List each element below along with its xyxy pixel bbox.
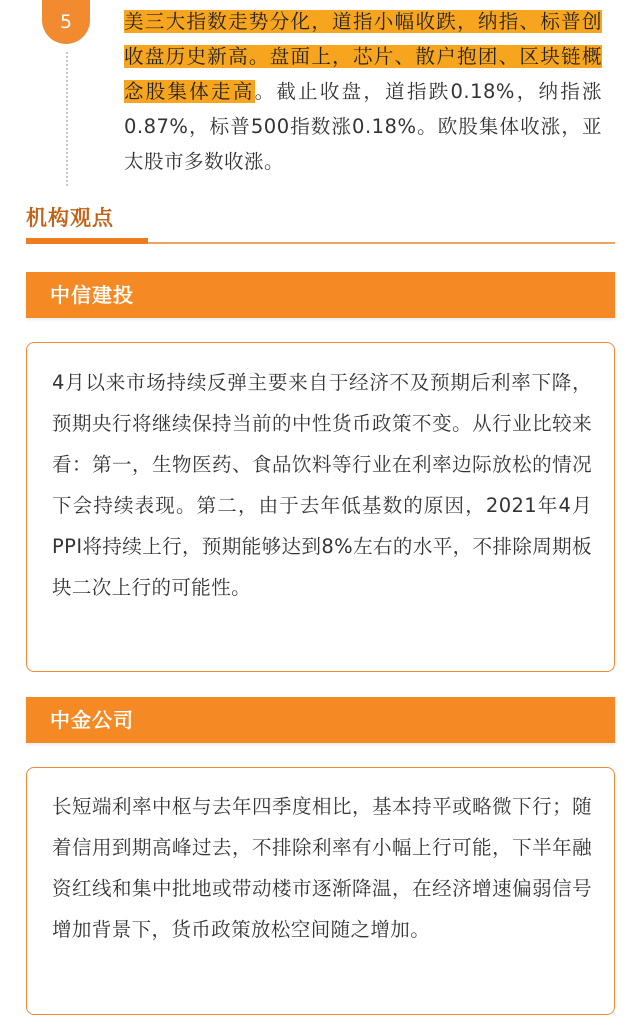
- org-name: 中金公司: [50, 708, 134, 732]
- opinion-card-cicc: [26, 767, 615, 1015]
- news-plain-text: 。截止收盘，道指跌0.18%，纳指涨0.87%，标普500指数涨0.18%。欧股集体收涨，亚太股市多数收涨。: [124, 80, 602, 173]
- news-text: [124, 4, 602, 179]
- opinion-header-cicc: [26, 697, 615, 743]
- timeline-rail: [66, 52, 68, 186]
- opinion-text: 长短端利率中枢与去年四季度相比，基本持平或略微下行；随着信用到期高峰过去，不排除利率有小幅上行可能，下半年融资红线和集中批地或带动楼市逐渐降温，在经济增速偏弱信号增加背景下，货币政策放松空间随之增加。: [52, 795, 592, 941]
- section-title: 机构观点: [26, 206, 114, 230]
- item-number-badge: 5: [42, 0, 90, 44]
- org-name: 中信建投: [50, 283, 134, 307]
- opinion-text: 4月以来市场持续反弹主要来自于经济不及预期后利率下降，预期央行将继续保持当前的中性货币政策不变。从行业比较来看：第一，生物医药、食品饮料等行业在利率边际放松的情况下会持续表现。第二，由于去年低基数的原因，2021年4月PPI将持续上行，预期能够达到8%左右的水平，不排除周期板块二次上行的可能性。: [52, 371, 592, 599]
- opinion-card-citic: [26, 342, 615, 672]
- news-highlighted-text: 美三大指数走势分化，道指小幅收跌，纳指、标普创收盘历史新高。盘面上，芯片、散户抱团、区块链概念股集体走高: [124, 10, 602, 103]
- opinion-header-citic: [26, 272, 615, 318]
- news-item: [0, 0, 640, 190]
- section-divider-accent: [26, 238, 148, 244]
